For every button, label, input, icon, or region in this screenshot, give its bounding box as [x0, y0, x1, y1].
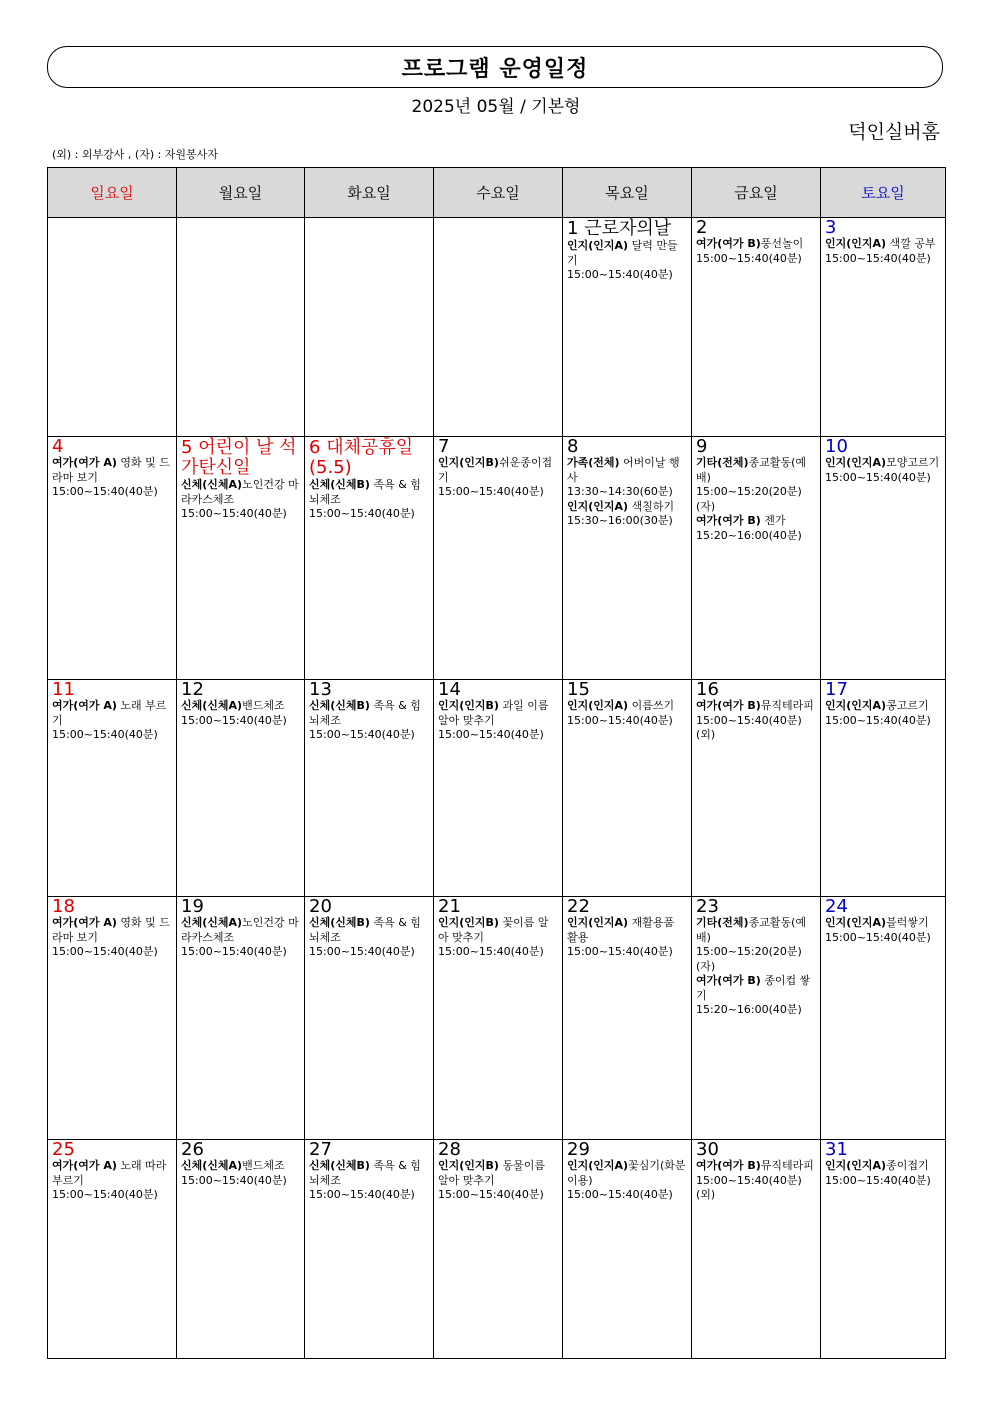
day-number-text: 15: [567, 679, 590, 700]
holiday-name: 근로자의날: [584, 218, 672, 239]
day-cell: [821, 218, 946, 437]
day-cell: [48, 680, 177, 897]
day-number: [825, 219, 941, 237]
day-number: [309, 1141, 429, 1159]
day-cell: [692, 897, 821, 1140]
program-event: [825, 456, 941, 485]
event-time: 15:00~15:40(40분): [181, 713, 287, 727]
day-cell: [177, 680, 305, 897]
program-event: [438, 1159, 558, 1203]
event-time: 15:00~15:40(40분): [567, 713, 673, 727]
event-category: 인지(인지B): [438, 699, 499, 712]
day-number-text: 22: [567, 896, 590, 917]
program-event: [438, 699, 558, 743]
program-event: [696, 456, 816, 514]
day-number: [309, 438, 429, 478]
event-title: 콩고르기: [886, 699, 929, 712]
day-number: [52, 438, 172, 456]
legend-note: (외) : 외부강사 , (자) : 자원봉사자: [52, 148, 218, 161]
weekday-friday: 금요일: [692, 168, 821, 218]
day-number-text: 4: [52, 436, 64, 457]
program-event: [181, 478, 300, 522]
day-cell: [563, 897, 692, 1140]
event-category: 인지(인지A): [567, 916, 629, 929]
day-cell: [821, 1140, 946, 1359]
day-number: [696, 1141, 816, 1159]
event-time: 15:00~15:40(40분): [438, 1188, 544, 1201]
event-title: 종이접기: [886, 1159, 929, 1172]
event-time: 15:00~15:40(40분): [567, 268, 673, 281]
event-category: 여가(여가 A): [52, 916, 117, 929]
event-time: 15:00~15:40(40분): [181, 945, 287, 958]
event-title: 동물이름 알아 맞추기: [438, 1159, 545, 1187]
day-number: [696, 681, 816, 699]
day-number: [52, 681, 172, 699]
event-title: 종교활동(예배): [696, 916, 806, 944]
event-category: 신체(신체B): [309, 1159, 370, 1172]
program-event: [696, 1159, 816, 1203]
event-time: 15:00~15:40(40분): [309, 728, 415, 741]
event-time: 15:00~15:40(40분): [567, 945, 673, 958]
week-row: [48, 437, 946, 680]
day-cell: [692, 218, 821, 437]
program-event: [567, 500, 687, 529]
weekday-thursday: 목요일: [563, 168, 692, 218]
program-event: [438, 456, 558, 500]
day-number: [52, 1141, 172, 1159]
event-category: 여가(여가 B): [696, 1159, 761, 1172]
event-time: 15:00~15:40(40분): [309, 507, 415, 520]
event-category: 기타(전체): [696, 916, 749, 929]
day-number: [181, 681, 300, 699]
event-title: 밴드체조: [242, 1159, 285, 1172]
day-cell: [177, 218, 305, 437]
day-number-text: 1: [567, 218, 579, 239]
day-cell: [305, 437, 434, 680]
event-title: 젠가: [760, 514, 786, 527]
day-number-text: 8: [567, 436, 579, 457]
event-time: 15:20~16:00(40분): [696, 528, 802, 542]
event-title: 영화 및 드라마 보기: [52, 456, 170, 484]
day-number-text: 5: [181, 437, 193, 458]
program-event: [696, 699, 816, 743]
event-title: 꽃이름 알아 맞추기: [438, 916, 549, 944]
day-number-text: 6: [309, 437, 321, 458]
day-number-text: 25: [52, 1139, 75, 1160]
day-number-text: 3: [825, 217, 837, 238]
event-category: 여가(여가 A): [52, 456, 117, 469]
event-title: 노래 부르기: [52, 699, 167, 727]
event-title: 쉬운종이접기: [438, 456, 553, 484]
event-title: 종이컵 쌓기: [696, 974, 811, 1002]
event-category: 여가(여가 B): [696, 699, 761, 712]
day-number: [309, 898, 429, 916]
page-title: 프로그램 운영일정: [401, 56, 589, 82]
day-number-text: 19: [181, 896, 204, 917]
event-time: 15:30~16:00(30분): [567, 514, 673, 527]
day-cell: [177, 1140, 305, 1359]
day-number-text: 31: [825, 1139, 848, 1160]
event-category: 여가(여가 A): [52, 1159, 117, 1172]
event-category: 여가(여가 B): [696, 237, 761, 250]
day-cell: [563, 218, 692, 437]
day-number-text: 16: [696, 679, 719, 700]
day-cell: [305, 1140, 434, 1359]
program-event: [438, 916, 558, 960]
event-title: 족욕 & 힘뇌체조: [309, 916, 421, 944]
event-title: 영화 및 드라마 보기: [52, 916, 170, 944]
day-cell: [305, 897, 434, 1140]
program-event: [696, 514, 816, 543]
day-number: [567, 1141, 687, 1159]
weekday-header-row: [48, 168, 946, 218]
day-number-text: 26: [181, 1139, 204, 1160]
day-number-text: 18: [52, 896, 75, 917]
event-title: 노래 따라 부르기: [52, 1159, 167, 1187]
event-title: 족욕 & 힘뇌체조: [309, 699, 421, 727]
day-number: [52, 898, 172, 916]
title-box: [47, 46, 943, 88]
day-number: [825, 438, 941, 456]
event-title: 풍선놀이: [760, 237, 804, 250]
day-cell: [305, 680, 434, 897]
day-cell: [305, 218, 434, 437]
weekday-saturday: 토요일: [821, 168, 946, 218]
event-category: 여가(여가 A): [52, 699, 117, 712]
day-cell: [434, 1140, 563, 1359]
day-cell: [48, 1140, 177, 1359]
event-time: 15:00~15:40(40분): [438, 485, 544, 498]
event-time: 15:00~15:40(40분)(외): [696, 713, 802, 741]
event-title: 꽃심기(화분이용): [567, 1159, 686, 1187]
day-number: [567, 898, 687, 916]
event-category: 신체(신체A): [181, 916, 243, 929]
day-number-text: 23: [696, 896, 719, 917]
day-cell: [821, 680, 946, 897]
event-title: 족욕 & 힘뇌체조: [309, 478, 421, 506]
event-title: 뮤직테라피: [760, 1159, 814, 1172]
event-category: 신체(신체A): [181, 699, 243, 712]
event-category: 인지(인지A): [825, 237, 887, 250]
event-category: 신체(신체A): [181, 1159, 243, 1172]
day-number: [181, 898, 300, 916]
day-number: [696, 898, 816, 916]
calendar-table: [47, 167, 946, 1359]
event-title: 어버이날 행사: [567, 456, 680, 484]
event-time: 15:00~15:40(40분): [309, 945, 415, 958]
day-cell: [692, 680, 821, 897]
day-number-text: 28: [438, 1139, 461, 1160]
event-category: 인지(인지B): [438, 916, 499, 929]
week-row: [48, 897, 946, 1140]
event-category: 인지(인지A): [825, 456, 887, 469]
day-number-text: 29: [567, 1139, 590, 1160]
event-time: 15:00~15:20(20분)(자): [696, 485, 802, 513]
event-category: 인지(인지A): [567, 239, 629, 252]
event-category: 인지(인지A): [825, 916, 887, 929]
day-number-text: 27: [309, 1139, 332, 1160]
program-event: [52, 699, 172, 743]
event-time: 15:00~15:40(40분): [696, 251, 802, 265]
event-time: 15:00~15:40(40분): [567, 1188, 673, 1201]
day-cell: [48, 218, 177, 437]
event-category: 여가(여가 B): [696, 974, 761, 987]
day-cell: [434, 897, 563, 1140]
day-cell: [821, 437, 946, 680]
week-row: [48, 680, 946, 897]
program-event: [52, 456, 172, 500]
day-cell: [692, 437, 821, 680]
event-title: 뮤직테라피: [760, 699, 814, 712]
day-number-text: 14: [438, 679, 461, 700]
organization-name: 덕인실버홈: [848, 121, 940, 143]
event-category: 인지(인지A): [567, 699, 629, 712]
day-cell: [563, 1140, 692, 1359]
event-time: 15:00~15:40(40분): [309, 1188, 415, 1201]
day-number: [181, 438, 300, 478]
program-event: [309, 478, 429, 522]
day-cell: [434, 437, 563, 680]
day-number-text: 24: [825, 896, 848, 917]
event-title: 종교활동(예배): [696, 456, 806, 484]
event-title: 밴드체조: [242, 699, 285, 712]
day-number-text: 12: [181, 679, 204, 700]
weekday-tuesday: 화요일: [305, 168, 434, 218]
event-title: 블럭쌓기: [886, 916, 929, 929]
program-event: [52, 916, 172, 960]
event-time: 15:00~15:40(40분): [52, 1188, 158, 1201]
event-category: 인지(인지B): [438, 456, 499, 469]
event-title: 족욕 & 힘뇌체조: [309, 1159, 421, 1187]
day-number: [181, 1141, 300, 1159]
program-event: [825, 237, 941, 266]
schedule-subtitle: 2025년 05월 / 기본형: [411, 97, 581, 117]
day-number-text: 11: [52, 679, 75, 700]
event-category: 신체(신체B): [309, 699, 370, 712]
event-time: 15:00~15:40(40분): [52, 728, 158, 741]
event-title: 색깔 공부: [886, 237, 936, 250]
week-row: [48, 218, 946, 437]
day-number-text: 21: [438, 896, 461, 917]
holiday-name: 대체공휴일(5.5): [309, 437, 414, 478]
event-time: 15:00~15:40(40분): [181, 507, 287, 520]
event-time: 15:00~15:40(40분): [181, 1173, 287, 1187]
day-cell: [563, 680, 692, 897]
day-number-text: 17: [825, 679, 848, 700]
day-cell: [692, 1140, 821, 1359]
day-number-text: 2: [696, 217, 708, 238]
program-event: [567, 239, 687, 283]
event-category: 가족(전체): [567, 456, 620, 469]
program-event: [696, 237, 816, 266]
day-number: [825, 681, 941, 699]
day-number: [567, 219, 687, 239]
event-category: 기타(전체): [696, 456, 749, 469]
day-cell: [821, 897, 946, 1140]
day-number: [438, 1141, 558, 1159]
day-number-text: 7: [438, 436, 450, 457]
program-event: [696, 974, 816, 1018]
day-number: [438, 681, 558, 699]
program-event: [181, 916, 300, 960]
event-category: 인지(인지B): [438, 1159, 499, 1172]
day-number: [825, 898, 941, 916]
day-number: [825, 1141, 941, 1159]
program-event: [309, 916, 429, 960]
program-event: [567, 456, 687, 500]
day-cell: [177, 437, 305, 680]
event-title: 달력 만들기: [567, 239, 678, 267]
day-cell: [48, 437, 177, 680]
program-event: [825, 1159, 941, 1188]
program-event: [696, 916, 816, 974]
event-category: 신체(신체B): [309, 478, 370, 491]
day-cell: [434, 680, 563, 897]
event-title: 색칠하기: [628, 499, 675, 513]
day-number-text: 20: [309, 896, 332, 917]
holiday-name: 어린이 날 석가탄신일: [181, 437, 297, 478]
program-event: [309, 699, 429, 743]
event-time: 15:00~15:40(40분): [825, 713, 931, 727]
event-category: 인지(인지A): [825, 1159, 887, 1172]
week-row: [48, 1140, 946, 1359]
day-cell: [434, 218, 563, 437]
event-title: 노인건강 마라카스체조: [181, 916, 299, 944]
event-time: 13:30~14:30(60분): [567, 485, 673, 498]
program-event: [567, 1159, 687, 1203]
event-category: 신체(신체B): [309, 916, 370, 929]
day-cell: [177, 897, 305, 1140]
day-number: [567, 438, 687, 456]
event-time: 15:20~16:00(40분): [696, 1003, 802, 1016]
day-number-text: 13: [309, 679, 332, 700]
event-category: 신체(신체A): [181, 478, 243, 491]
event-time: 15:00~15:40(40분): [438, 728, 544, 741]
day-number: [438, 438, 558, 456]
event-title: 노인건강 마라카스체조: [181, 478, 299, 506]
day-number: [438, 898, 558, 916]
day-number-text: 10: [825, 436, 848, 457]
event-time: 15:00~15:40(40분): [825, 251, 931, 265]
program-event: [825, 699, 941, 728]
day-number: [696, 438, 816, 456]
program-event: [52, 1159, 172, 1203]
event-category: 인지(인지A): [825, 699, 887, 712]
program-event: [567, 916, 687, 960]
event-time: 15:00~15:40(40분): [825, 470, 931, 484]
day-number-text: 9: [696, 436, 708, 457]
day-cell: [563, 437, 692, 680]
weekday-sunday: 일요일: [48, 168, 177, 218]
event-category: 인지(인지A): [567, 499, 629, 513]
event-title: 재활용품 활용: [567, 916, 675, 944]
event-category: 인지(인지A): [567, 1159, 629, 1172]
day-cell: [48, 897, 177, 1140]
event-title: 이름쓰기: [628, 699, 675, 712]
program-event: [309, 1159, 429, 1203]
day-number: [309, 681, 429, 699]
weekday-monday: 월요일: [177, 168, 305, 218]
event-time: 15:00~15:40(40분): [825, 930, 931, 944]
event-time: 15:00~15:40(40분): [52, 485, 158, 498]
event-time: 15:00~15:40(40분): [825, 1173, 931, 1187]
event-time: 15:00~15:40(40분): [52, 945, 158, 958]
day-number: [696, 219, 816, 237]
event-time: 15:00~15:40(40분)(외): [696, 1173, 802, 1201]
weekday-wednesday: 수요일: [434, 168, 563, 218]
event-title: 과일 이름 알아 맞추기: [438, 699, 549, 727]
event-category: 여가(여가 B): [696, 514, 761, 527]
event-time: 15:00~15:20(20분)(자): [696, 945, 802, 973]
program-event: [181, 699, 300, 728]
program-event: [825, 916, 941, 945]
event-title: 모양고르기: [886, 456, 940, 469]
event-time: 15:00~15:40(40분): [438, 945, 544, 958]
program-event: [567, 699, 687, 728]
day-number: [567, 681, 687, 699]
program-event: [181, 1159, 300, 1188]
day-number-text: 30: [696, 1139, 719, 1160]
